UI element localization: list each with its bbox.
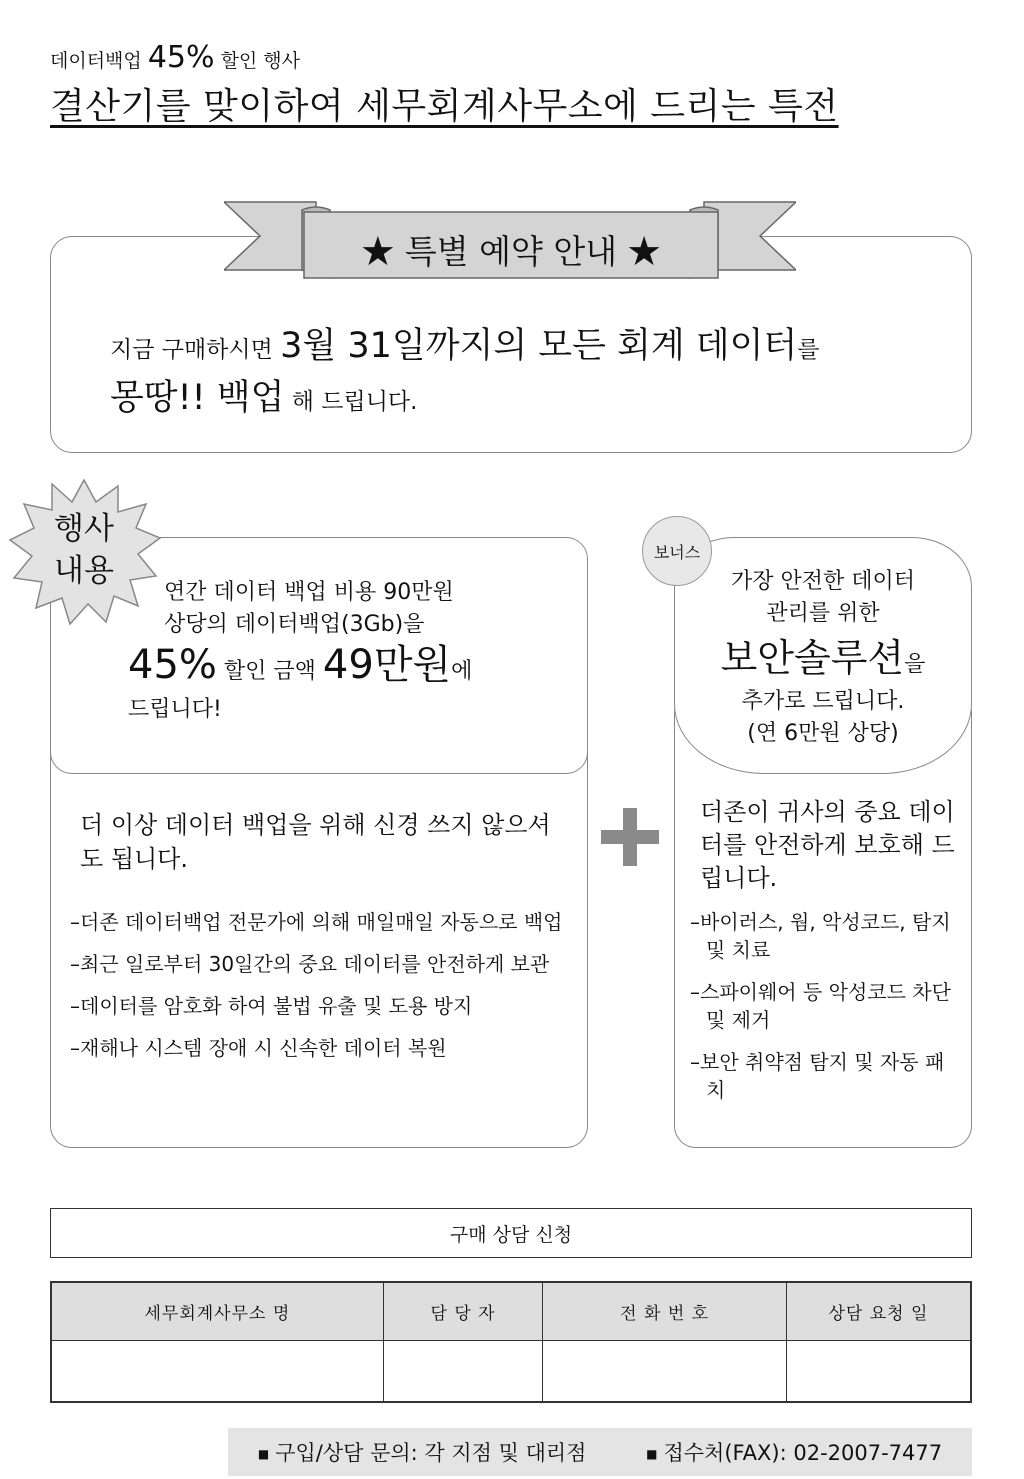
- bonus-line3: 추가로 드립니다.: [741, 689, 905, 714]
- discount-text: 할인 금액: [223, 659, 316, 684]
- table-row: [51, 1340, 971, 1402]
- bonus-feature-list: [690, 908, 962, 1118]
- discount-price: 49만원: [322, 642, 452, 688]
- event-headline: 더 이상 데이터 백업을 위해 신경 쓰지 않으셔도 됩니다.: [80, 811, 551, 873]
- banner-title: ★ 특별 예약 안내 ★: [361, 231, 661, 271]
- table-header-row: [51, 1282, 971, 1340]
- promo-label-prefix: 데이터백업: [50, 50, 142, 72]
- list-item: –최근 일로부터 30일간의 중요 데이터를 안전하게 보관: [70, 952, 550, 976]
- request-date-cell[interactable]: [786, 1340, 971, 1402]
- bonus-solution: 보안솔루션: [720, 636, 905, 680]
- bonus-line1: 가장 안전한 데이터: [730, 569, 915, 594]
- footer-contact: [228, 1428, 972, 1476]
- event-offer-line1: 연간 데이터 백업 비용 90만원: [164, 580, 454, 605]
- square-bullet-icon: ■: [257, 1447, 270, 1461]
- consultation-form-table: [50, 1281, 972, 1403]
- event-offer-price: [128, 640, 472, 697]
- event-feature-list: [70, 908, 570, 1076]
- reservation-text: [110, 322, 819, 426]
- discount-suffix: 에: [451, 659, 473, 684]
- footer-inquiry-text: 구입/상담 문의: 각 지점 및 대리점: [275, 1441, 587, 1465]
- list-item: –데이터를 암호화 하여 불법 유출 및 도용 방지: [70, 994, 473, 1018]
- column-contact-person: 담 당 자: [383, 1282, 543, 1340]
- bonus-badge-label: 보너스: [653, 542, 701, 562]
- bonus-line4: (연 6만원 상당): [747, 721, 899, 746]
- bonus-headline: 더존이 귀사의 중요 데이터를 안전하게 보호해 드립니다.: [700, 798, 955, 892]
- plus-icon: [601, 808, 659, 866]
- reservation-text-end: 해 드립니다.: [291, 389, 418, 415]
- event-offer-line4: 드립니다!: [128, 697, 222, 722]
- form-title: [50, 1208, 972, 1258]
- bonus-offer-text: [690, 566, 956, 750]
- bonus-line2: 관리를 위한: [766, 601, 880, 626]
- column-office-name: 세무회계사무소 명: [51, 1282, 383, 1340]
- list-item: –재해나 시스템 장애 시 신속한 데이터 복원: [70, 1036, 447, 1060]
- promo-label: [50, 40, 300, 75]
- event-offer-line2: 상당의 데이터백업(3Gb)을: [164, 612, 425, 637]
- reservation-text-backup: 몽땅!! 백업: [110, 378, 285, 418]
- phone-cell[interactable]: [543, 1340, 786, 1402]
- reservation-text-particle: 를: [797, 337, 820, 363]
- discount-percent: 45%: [128, 642, 217, 688]
- footer-fax-text: 접수처(FAX): 02-2007-7477: [663, 1441, 943, 1465]
- promo-label-suffix: 할인 행사: [220, 50, 301, 72]
- footer-fax: [646, 1437, 942, 1467]
- column-request-date: 상담 요청 일: [786, 1282, 971, 1340]
- list-item: –보안 취약점 탐지 및 자동 패치: [690, 1050, 945, 1102]
- event-badge-label: 행사 내용: [54, 511, 114, 589]
- contact-person-cell[interactable]: [383, 1340, 543, 1402]
- column-phone: 전 화 번 호: [543, 1282, 786, 1340]
- list-item: –바이러스, 웜, 악성코드, 탐지 및 치료: [690, 910, 951, 962]
- promo-label-percent: 45%: [147, 40, 215, 75]
- list-item: –스파이웨어 등 악성코드 차단 및 제거: [690, 980, 951, 1032]
- reservation-text-emphasis: 3월 31일까지의 모든 회계 데이터: [280, 326, 798, 366]
- reservation-text-intro: 지금 구매하시면: [110, 337, 273, 363]
- form-title-label: 구매 상담 신청: [449, 1223, 573, 1246]
- bonus-suffix: 을: [904, 652, 926, 677]
- office-name-cell[interactable]: [51, 1340, 383, 1402]
- page-title: 결산기를 맞이하여 세무회계사무소에 드리는 특전: [50, 86, 839, 127]
- footer-inquiry: [258, 1437, 587, 1467]
- square-bullet-icon: ■: [646, 1447, 658, 1461]
- list-item: –더존 데이터백업 전문가에 의해 매일매일 자동으로 백업: [70, 910, 563, 934]
